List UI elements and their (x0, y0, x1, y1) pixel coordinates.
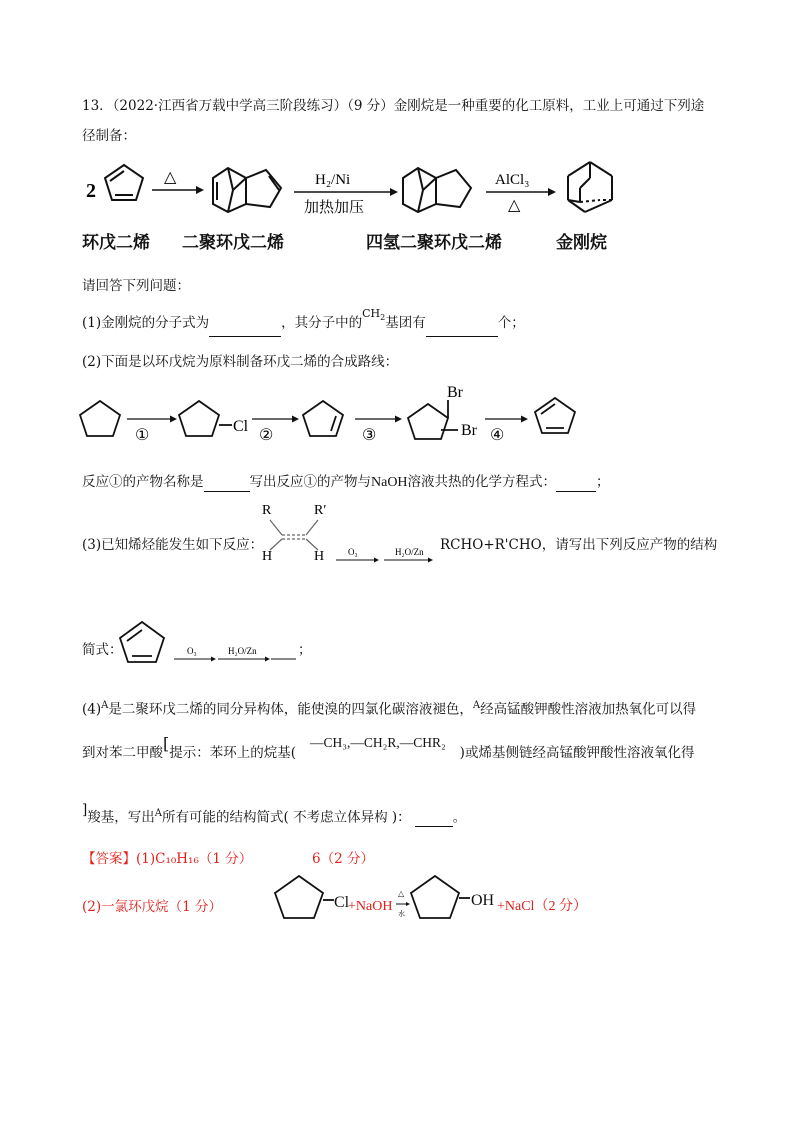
scheme-coefficient: 2 (86, 180, 96, 202)
cl-label: Cl (233, 418, 249, 435)
q1-text-d: 个； (497, 315, 525, 331)
step-4: ④ (490, 427, 505, 444)
br-label-1: Br (447, 384, 463, 401)
alkyl-formula: —CH₃,—CH₂R,—CHR₂ (310, 735, 446, 750)
br-label-2: Br (461, 422, 477, 439)
q1-text-a: (1)金刚烷的分子式为 (82, 315, 210, 331)
answer-1: (1)C₁₀H₁₆（1 分） (136, 851, 253, 867)
label-cyclopentadiene: 环戊二烯 (82, 233, 150, 253)
condition-h2-ni: H₂/Ni (315, 172, 351, 188)
condition-heat-pressure: 加热加压 (304, 200, 365, 216)
r-prime-label: R′ (314, 503, 327, 518)
h-label-2: H (314, 549, 325, 564)
answer-nacl-label: +NaCl（2 分） (497, 899, 587, 914)
answer-naoh-label: +NaOH (348, 899, 393, 914)
q2b-text-c: 溶液共热的化学方程式： (407, 474, 557, 490)
q3-end: ； (298, 642, 312, 658)
answer-oh-label: OH (471, 892, 495, 909)
q4-line-3: ]羧基，写出$^A$所有可能的结构简式( 不考虑立体异构 )： 。 (82, 801, 467, 826)
label-tetrahydrodicyclopentadiene: 四氢二聚环戊二烯 (366, 233, 502, 253)
question-line-2: 径制备： (82, 128, 136, 144)
answer-cl-label: Cl (334, 894, 350, 911)
ch2-group: CH2 (362, 307, 386, 323)
step-3: ③ (362, 427, 377, 444)
h2o-zn-label: H₂O/Zn (395, 547, 424, 557)
q3-text-a: (3)已知烯烃能发生如下反应： (82, 537, 264, 553)
h2o-zn-label-b: H₂O/Zn (228, 646, 257, 656)
question-line-1: 13．（2022·江西省万载中学高三阶段练习）（9 分）金刚烷是一种重要的化工原料，工业上可通过下列途 (82, 98, 705, 114)
q1-text-b: ，其分子中的 (281, 315, 363, 331)
q3-product-text: RCHO+R'CHO，请写出下列反应产物的结构 (440, 537, 718, 553)
q2-text: (2)下面是以环戊烷为原料制备环戊二烯的合成路线： (82, 354, 399, 370)
answer-water-label: 水 (398, 910, 405, 918)
heat-symbol-1: △ (164, 169, 177, 186)
label-dicyclopentadiene: 二聚环戊二烯 (182, 233, 284, 253)
q4-line-2: 到对苯二甲酸[提示：苯环上的烷基(—CH₃,—CH₂R,—CHR₂)或烯基侧链经高锰酸钾酸性溶液氧化得 (82, 734, 695, 761)
chlorocyclopentane-answer-structure (275, 876, 323, 918)
heat-symbol-2: △ (508, 197, 521, 214)
compound-a-3: A (154, 808, 163, 819)
answer-2: (2)一氯环戊烷（1 分） (82, 899, 223, 915)
q2b-text-a: 反应①的产物名称是 (82, 474, 204, 490)
compound-a-2: A (472, 700, 481, 711)
answer-tag: 【答案】 (82, 851, 136, 867)
prompt-text: 请回答下列问题： (82, 278, 190, 294)
q3-text-b: 简式： (82, 642, 123, 658)
h-label-1: H (262, 549, 273, 564)
q2b-text-b: 写出反应①的产物与 (249, 474, 371, 490)
answer-1b: 6（2 分） (312, 851, 374, 867)
step-1: ① (135, 427, 150, 444)
compound-a-1: A (101, 700, 109, 711)
cyclopentanol-answer-structure (411, 876, 459, 918)
o3-label: O₃ (348, 547, 358, 557)
q1-text-c: 基团有 (385, 315, 426, 331)
label-adamantane: 金刚烷 (556, 233, 607, 253)
step-2: ② (259, 427, 274, 444)
condition-alcl3: AlCl₃ (495, 172, 530, 188)
answer-heat-symbol: △ (398, 889, 405, 898)
q4-line-1: $(4)^A$是二聚环戊二烯的同分异构体，能使溴的四氯化碳溶液褪色，$^A$经高锰酸钾酸性溶液加热氧化可以得 (82, 700, 697, 718)
r-label: R (262, 503, 272, 518)
q2b-text-d: ； (596, 474, 610, 490)
naoh-label: NaOH (371, 475, 408, 490)
o3-label-b: O₃ (187, 646, 197, 656)
